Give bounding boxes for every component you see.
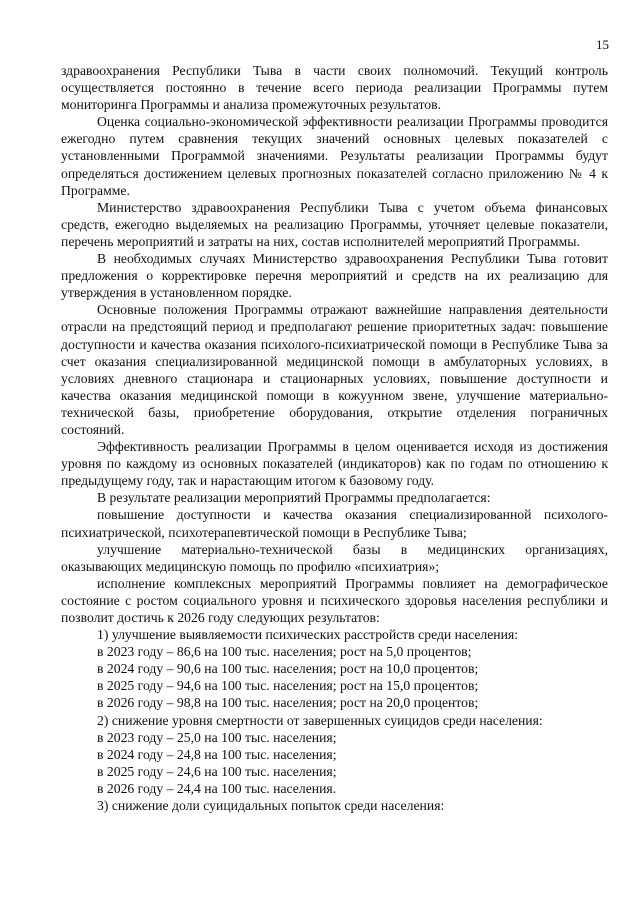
- paragraph-material-base: улучшение материально-технической базы в медицинских организациях, оказывающих медицинскую помощь по профилю «психиатрия»;: [61, 541, 608, 574]
- list-item-detection-2023: в 2023 году – 86,6 на 100 тыс. населения; рост на 5,0 процентов;: [97, 644, 472, 660]
- paragraph-main-provisions: Основные положения Программы отражают важнейшие направления деятельности отрасли на предстоящий период и предполагают решение приоритетных задач: повышение доступности и качества оказания психолого-психиатрической помощи в Республике Тыва за счет оказания специализированной медицинской помощи в амбулаторных условиях, в условиях дневного стационара и стационарных условиях, повышение доступности и качества оказания медицинской помощи в кожуунном звене, улучшение материально-технической базы, приобретение оборудования, открытие отделения пограничных состояний.: [61, 302, 608, 437]
- paragraph-ministry-adjustments: Министерство здравоохранения Республики Тыва с учетом объема финансовых средств, ежегодно выделяемых на реализацию Программы, уточняет целевые показатели, перечень мероприятий и затраты на них, состав исполнителей мероприятий Программы.: [61, 199, 608, 249]
- list-heading-suicide-mortality: 2) снижение уровня смертности от завершенных суицидов среди населения:: [97, 712, 543, 728]
- page-number: 15: [596, 37, 609, 52]
- paragraph-accessibility: повышение доступности и качества оказания специализированной психолого-психиатрической, психотерапевтической помощи в Республике Тыва;: [61, 507, 608, 540]
- paragraph-efficiency-evaluation: Оценка социально-экономической эффективности реализации Программы проводится ежегодно путем сравнения текущих значений основных целевых показателей с установленными Программой значениями. Результаты реализации Программы будут определяться достижением целевых прогнозных показателей согласно приложению № 4 к Программе.: [61, 114, 608, 198]
- paragraph-control-continuation: здравоохранения Республики Тыва в части своих полномочий. Текущий контроль осуществляется постоянно в течение всего периода реализации Программы путем мониторинга Программы и анализа промежуточных результатов.: [61, 63, 608, 113]
- paragraph-demographic-impact: исполнение комплексных мероприятий Программы повлияет на демографическое состояние с ростом социального уровня и психического здоровья населения республики и позволит достичь к 2026 году следующих результатов:: [61, 575, 608, 625]
- list-item-detection-2024: в 2024 году – 90,6 на 100 тыс. населения; рост на 10,0 процентов;: [97, 661, 479, 677]
- document-body: [61, 62, 608, 814]
- list-item-detection-2025: в 2025 году – 94,6 на 100 тыс. населения; рост на 15,0 процентов;: [97, 678, 479, 694]
- paragraph-expected-results-intro: В результате реализации мероприятий Программы предполагается:: [97, 490, 491, 506]
- paragraph-correction-proposals: В необходимых случаях Министерство здравоохранения Республики Тыва готовит предложения о корректировке перечня мероприятий и средств на их реализацию для утверждения в установленном порядке.: [61, 251, 608, 301]
- list-item-mortality-2024: в 2024 году – 24,8 на 100 тыс. населения;: [97, 746, 337, 762]
- list-item-mortality-2025: в 2025 году – 24,6 на 100 тыс. населения;: [97, 763, 337, 779]
- list-item-mortality-2026: в 2026 году – 24,4 на 100 тыс. населения.: [97, 780, 337, 796]
- list-item-mortality-2023: в 2023 году – 25,0 на 100 тыс. населения;: [97, 729, 337, 745]
- paragraph-effectiveness-assessment: Эффективность реализации Программы в целом оценивается исходя из достижения уровня по каждому из основных показателей (индикаторов) как по годам по отношению к предыдущему году, так и нарастающим итогом к базовому году.: [61, 439, 608, 489]
- list-heading-detection: 1) улучшение выявляемости психических расстройств среди населения:: [97, 627, 519, 643]
- list-heading-suicide-attempts: 3) снижение доли суицидальных попыток среди населения:: [97, 798, 445, 814]
- list-item-detection-2026: в 2026 году – 98,8 на 100 тыс. населения; рост на 20,0 процентов;: [97, 695, 479, 711]
